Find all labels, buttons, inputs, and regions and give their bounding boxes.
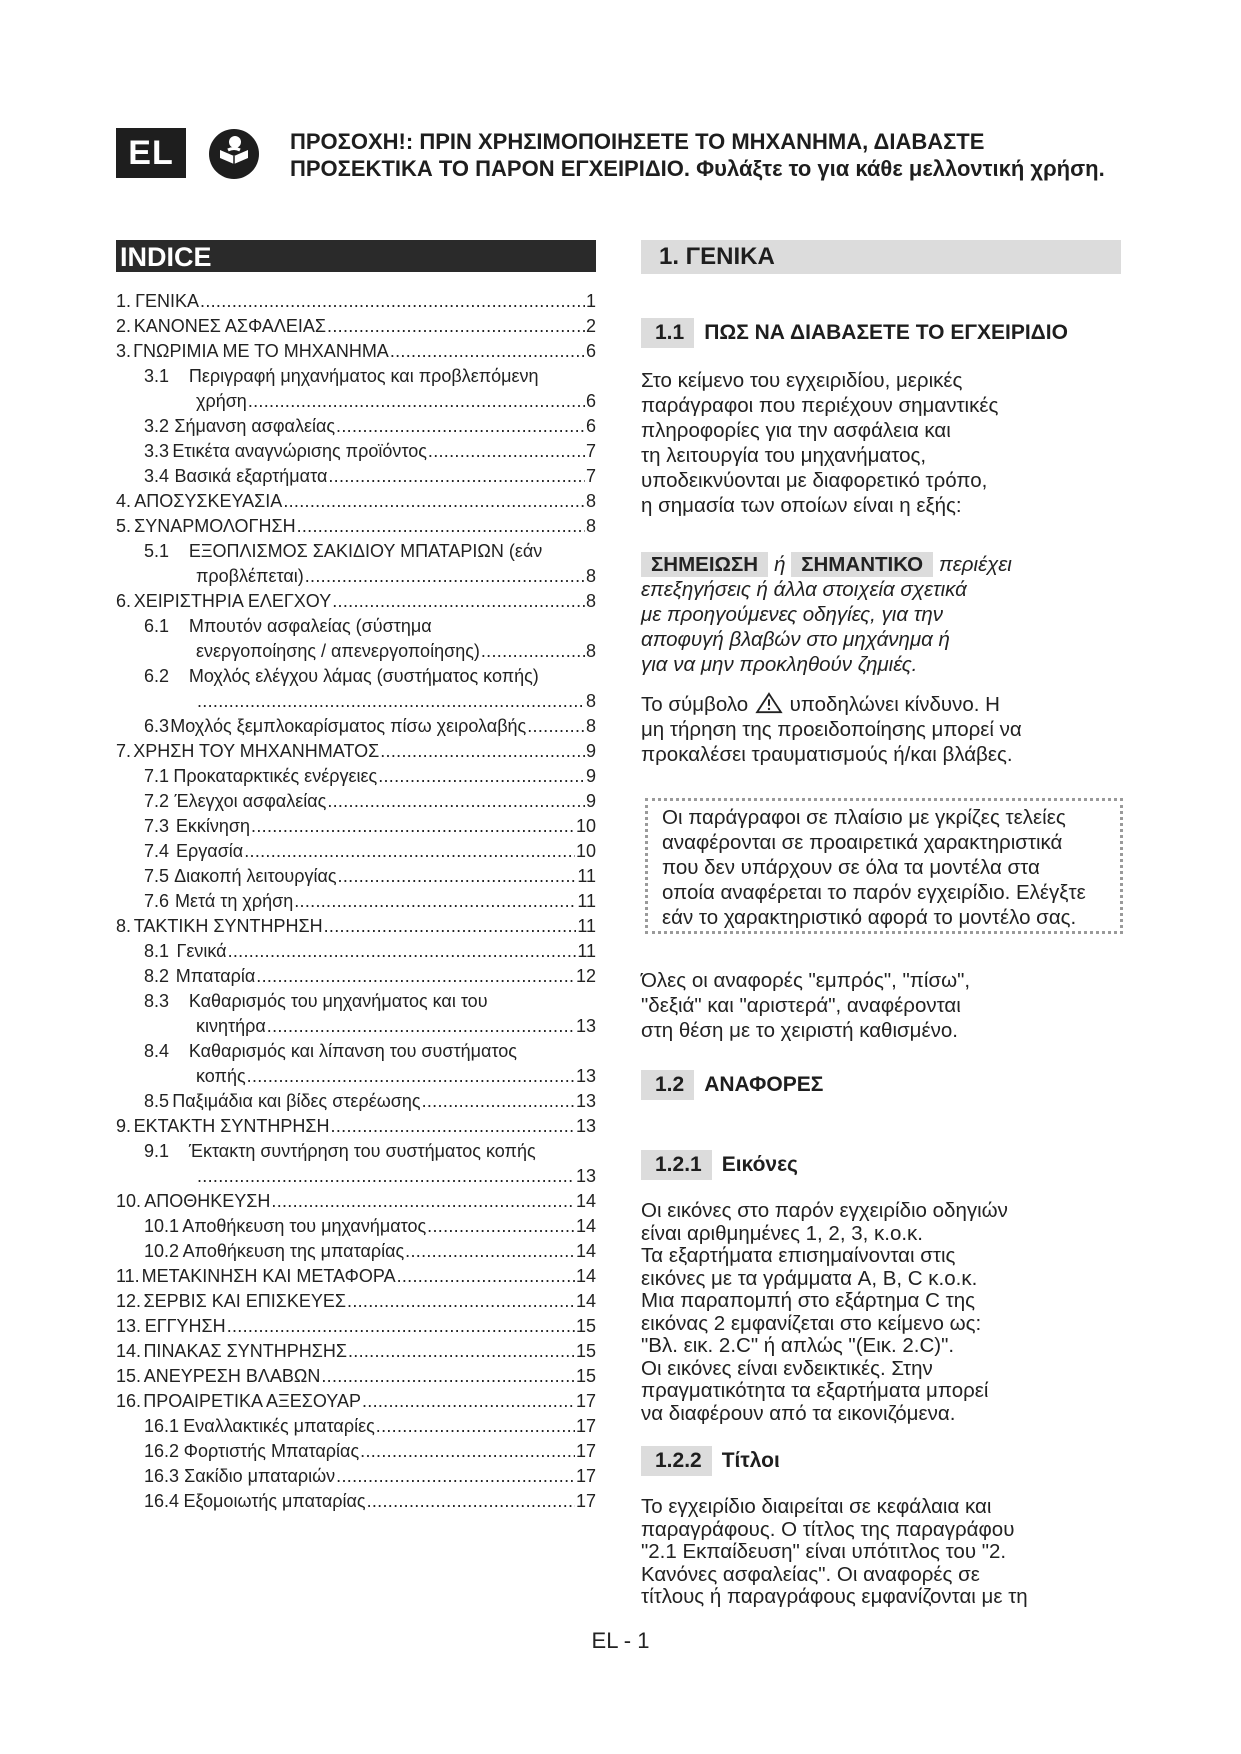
toc-entry[interactable]: [116, 1264, 596, 1289]
section-number: 1.1: [641, 318, 694, 348]
toc-entry-label: ΑΠΟΘΗΚΕΥΣΗ: [144, 1191, 271, 1211]
toc-entry-page: 11: [577, 891, 596, 911]
text-line: αποφυγή βλαβών στο μηχάνημα ή: [641, 628, 950, 651]
toc-entry-label: Μπαταρία: [175, 966, 256, 986]
toc-entry-label: Βασικά εξαρτήματα: [174, 466, 328, 486]
toc-entry-label: ΓΝΩΡΙΜΙΑ ΜΕ ΤΟ ΜΗΧΑΝΗΜΑ: [133, 341, 389, 361]
toc-entry[interactable]: [116, 864, 596, 889]
toc-dot-leader: [347, 1289, 575, 1314]
toc-entry-number: 8.: [116, 916, 132, 936]
toc-entry[interactable]: [116, 964, 596, 989]
text-line: Στο κείμενο του εγχειριδίου, μερικές: [641, 369, 963, 392]
toc-entry[interactable]: [116, 314, 596, 339]
toc-entry-page: 17: [575, 1491, 596, 1511]
toc-entry-page: 11: [577, 916, 596, 936]
or-text: ή: [774, 553, 786, 576]
section-1-title: 1. ΓΕΝΙΚΑ: [641, 240, 1121, 274]
text-line: "Βλ. εικ. 2.C" ή απλώς "(Εικ. 2.C)".: [641, 1334, 955, 1357]
toc-entry[interactable]: [116, 1414, 596, 1439]
toc-entry-page: 15: [575, 1366, 596, 1386]
toc-dot-leader: [405, 1239, 575, 1264]
section-heading-text: ΠΩΣ ΝΑ ΔΙΑΒΑΣΕΤΕ ΤΟ ΕΓΧΕΙΡΙΔΙΟ: [704, 321, 1068, 344]
toc-entry-continuation[interactable]: [116, 389, 596, 414]
toc-title: INDICE: [116, 240, 596, 272]
toc-entry-page: 13: [575, 1016, 596, 1036]
toc-entry-page: 11: [577, 866, 596, 886]
toc-entry[interactable]: [116, 1464, 596, 1489]
toc-entry-label: Παξιμάδια και βίδες στερέωσης: [172, 1091, 421, 1111]
toc-entry-label: ΑΠΟΣΥΣΚΕΥΑΣΙΑ: [134, 491, 283, 511]
toc-entry-continuation[interactable]: [116, 1164, 596, 1189]
toc-entry-number: 16.3: [144, 1466, 180, 1486]
warning-text: [290, 128, 1190, 182]
text-line: Μια παραπομπή στο εξάρτημα C της: [641, 1289, 975, 1312]
toc-entry-number: 3.1: [144, 366, 170, 386]
toc-entry-number: 12.: [116, 1291, 142, 1311]
text-line: Οι παράγραφοι σε πλαίσιο με γκρίζες τελείες: [662, 806, 1066, 829]
toc-dot-leader: [336, 1464, 575, 1489]
toc-dot-leader: [197, 1164, 575, 1189]
toc-entry[interactable]: [116, 939, 596, 964]
toc-dot-leader: [248, 389, 585, 414]
toc-entry[interactable]: [116, 1439, 596, 1464]
toc-entry-label: Καθαρισμός του μηχανήματος και του: [188, 991, 488, 1011]
toc-entry-page: 15: [575, 1341, 596, 1361]
toc-entry-label: Αποθήκευση του μηχανήματος: [182, 1216, 427, 1236]
toc-dot-leader: [427, 1214, 575, 1239]
toc-entry-label: κοπής: [196, 1066, 246, 1086]
toc-entry-page: 8: [585, 491, 596, 511]
text-line: οποία αναφέρεται το παρόν εγχειρίδιο. Ελέγξτε: [662, 881, 1086, 904]
text-line: τη λειτουργία του μηχανήματος,: [641, 444, 927, 467]
toc-entry-number: 11.: [116, 1266, 140, 1286]
toc-entry-label: Μοχλός ξεμπλοκαρίσματος πίσω χειρολαβής: [170, 716, 527, 736]
text-line: [641, 692, 1121, 717]
toc-dot-leader: [305, 564, 585, 589]
toc-entry-number: 16.4: [144, 1491, 180, 1511]
toc-entry-label: Περιγραφή μηχανήματος και προβλεπόμενη: [188, 366, 539, 386]
toc-entry[interactable]: [116, 764, 596, 789]
toc-dot-leader: [390, 339, 585, 364]
toc-entry-label: Εργασία: [176, 841, 244, 861]
text-line: η σημασία των οποίων είναι η εξής:: [641, 494, 962, 517]
toc-entry-page: 15: [575, 1316, 596, 1336]
toc-entry[interactable]: [116, 1114, 596, 1139]
toc-dot-leader: [481, 639, 585, 664]
toc-entry-page: 17: [575, 1441, 596, 1461]
toc-dot-leader: [267, 1014, 575, 1039]
read-manual-icon: [208, 128, 260, 180]
toc-entry-page: 6: [585, 341, 596, 361]
toc-entry-label: ΕΓΓΥΗΣΗ: [144, 1316, 226, 1336]
toc-entry-continuation[interactable]: [116, 639, 596, 664]
toc-dot-leader: [321, 1364, 575, 1389]
section-heading-text: Εικόνες: [721, 1153, 798, 1176]
toc-entry-number: 7.: [116, 741, 132, 761]
toc-entry[interactable]: [116, 989, 596, 1014]
text-line: αναφέρονται σε προαιρετικά χαρακτηριστικά: [662, 831, 1063, 854]
section-1-2-1-heading: [641, 1150, 798, 1180]
section-heading-text: ΑΝΑΦΟΡΕΣ: [704, 1073, 824, 1096]
toc-dot-leader: [332, 589, 585, 614]
toc-entry-page: 8: [585, 591, 596, 611]
toc-entry-page: 12: [575, 966, 596, 986]
toc-entry-page: 14: [575, 1266, 596, 1286]
toc-dot-leader: [378, 764, 585, 789]
toc-entry-number: 6.2: [144, 666, 170, 686]
toc-entry-number: 3.2: [144, 416, 170, 436]
warning-line-1: ΠΡΟΣΟΧΗ!: ΠΡΙΝ ΧΡΗΣΙΜΟΠΟΙΗΣΕΤΕ ΤΟ ΜΗΧΑΝΗΜΑ, ΔΙΑΒΑΣΤΕ: [290, 129, 985, 154]
section-number: 1.2.2: [641, 1446, 712, 1476]
toc-entry-page: 14: [575, 1291, 596, 1311]
toc-entry-label: ΜΕΤΑΚΙΝΗΣΗ ΚΑΙ ΜΕΤΑΦΟΡΑ: [141, 1266, 396, 1286]
toc-entry[interactable]: [116, 1339, 596, 1364]
toc-entry-label: ΑΝΕΥΡΕΣΗ ΒΛΑΒΩΝ: [143, 1366, 321, 1386]
toc-entry-label: ΕΚΤΑΚΤΗ ΣΥΝΤΗΡΗΣΗ: [133, 1116, 330, 1136]
text-line: είναι αριθμημένες 1, 2, 3, κ.ο.κ.: [641, 1221, 924, 1245]
toc-entry[interactable]: [116, 1214, 596, 1239]
toc-entry-page: 2: [585, 316, 596, 336]
toc-entry-label: ΕΞΟΠΛΙΣΜΟΣ ΣΑΚΙΔΙΟΥ ΜΠΑΤΑΡΙΩΝ (εάν: [188, 541, 543, 561]
note-paragraph: [641, 552, 1121, 677]
toc-dot-leader: [360, 1439, 575, 1464]
toc-dot-leader: [197, 689, 585, 714]
text-line: στη θέση με το χειριστή καθισμένο.: [641, 1019, 958, 1042]
toc-dot-leader: [367, 1489, 575, 1514]
toc-entry[interactable]: [116, 514, 596, 539]
text-line: πληροφορίες για την ασφάλεια και: [641, 419, 951, 442]
toc-dot-leader: [251, 814, 575, 839]
text-line: Οι εικόνες στο παρόν εγχειρίδιο οδηγιών: [641, 1199, 1008, 1222]
toc-entry-label: Εκκίνηση: [175, 816, 251, 836]
toc-entry-label: χρήση: [196, 391, 247, 411]
toc-entry-label: Σήμανση ασφαλείας: [174, 416, 336, 436]
toc-entry[interactable]: [116, 1189, 596, 1214]
text-line: Όλες οι αναφορές "εμπρός", "πίσω",: [641, 969, 971, 992]
toc-entry-label: Εναλλακτικές μπαταρίες: [183, 1416, 375, 1436]
toc-entry-page: 17: [575, 1391, 596, 1411]
text-line: Κανόνες ασφαλείας". Οι αναφορές σε: [641, 1562, 980, 1586]
toc-entry-page: 9: [585, 766, 596, 786]
intro-paragraph: [641, 368, 1121, 518]
toc-entry-label: ΧΡΗΣΗ ΤΟΥ ΜΗΧΑΝΗΜΑΤΟΣ: [133, 741, 380, 761]
toc-dot-leader: [380, 739, 585, 764]
toc-entry-number: 8.2: [144, 966, 170, 986]
toc-entry-label: ΣΕΡΒΙΣ ΚΑΙ ΕΠΙΣΚΕΥΕΣ: [143, 1291, 347, 1311]
toc-dot-leader: [397, 1264, 575, 1289]
toc-entry-page: 8: [585, 691, 596, 711]
section-number: 1.2.1: [641, 1150, 712, 1180]
toc-dot-leader: [336, 414, 585, 439]
figures-paragraph: [641, 1200, 1121, 1425]
toc-entry-label: Καθαρισμός και λίπανση του συστήματος: [188, 1041, 517, 1061]
toc-entry[interactable]: [116, 889, 596, 914]
toc-entry-number: 13.: [116, 1316, 142, 1336]
text-line: "2.1 Εκπαίδευση" είναι υπότιτλος του "2.: [641, 1540, 1007, 1563]
toc-entry-label: Γενικά: [176, 941, 227, 961]
text-line: Τα εξαρτήματα επισημαίνονται στις: [641, 1244, 956, 1267]
toc-entry[interactable]: [116, 364, 596, 389]
toc-entry[interactable]: [116, 614, 596, 639]
toc-entry-number: 15.: [116, 1366, 142, 1386]
toc-entry-number: 8.3: [144, 991, 170, 1011]
toc-entry[interactable]: [116, 1364, 596, 1389]
toc-entry-continuation[interactable]: [116, 1014, 596, 1039]
toc-entry[interactable]: [116, 664, 596, 689]
toc-entry-number: 3.4: [144, 466, 170, 486]
toc-entry-label: Μπουτόν ασφαλείας (σύστημα: [188, 616, 432, 636]
toc-entry-number: 7.2: [144, 791, 170, 811]
toc-entry[interactable]: [116, 814, 596, 839]
toc-entry[interactable]: [116, 339, 596, 364]
text-line: που δεν υπάρχουν σε όλα τα μοντέλα στα: [662, 856, 1040, 879]
toc-entry-number: 3.: [116, 341, 132, 361]
toc-entry-number: 5.1: [144, 541, 170, 561]
toc-entry-label: Προκαταρκτικές ενέργειες: [173, 766, 378, 786]
toc-entry-label: ΣΥΝΑΡΜΟΛΟΓΗΣΗ: [134, 516, 296, 536]
toc-entry-label: ΧΕΙΡΙΣΤΗΡΙΑ ΕΛΕΓΧΟΥ: [133, 591, 332, 611]
toc-entry[interactable]: [116, 1489, 596, 1514]
toc-dot-leader: [244, 839, 575, 864]
toc-dot-leader: [324, 914, 577, 939]
toc-dot-leader: [428, 439, 585, 464]
toc-entry-label: Έλεγχοι ασφαλείας: [174, 791, 327, 811]
toc-dot-leader: [362, 1389, 575, 1414]
important-tag: ΣΗΜΑΝΤΙΚΟ: [791, 552, 933, 577]
toc-entry-label: ΠΙΝΑΚΑΣ ΣΥΝΤΗΡΗΣΗΣ: [143, 1341, 347, 1361]
toc-entry-number: 7.1: [144, 766, 170, 786]
toc-entry-label: κινητήρα: [196, 1016, 266, 1036]
toc-entry-page: 14: [575, 1191, 596, 1211]
toc-dot-leader: [327, 789, 585, 814]
toc-entry-page: 17: [575, 1416, 596, 1436]
toc-dot-leader: [228, 939, 577, 964]
toc-dot-leader: [327, 314, 585, 339]
section-number: 1.2: [641, 1070, 694, 1100]
toc-entry-label: ΠΡΟΑΙΡΕΤΙΚΑ ΑΞΕΣΟΥΑΡ: [143, 1391, 361, 1411]
toc-entry-label: Εξομοιωτής μπαταρίας: [183, 1491, 366, 1511]
text-line: Οι εικόνες είναι ενδεικτικές. Στην: [641, 1356, 933, 1380]
toc-entry-page: 6: [585, 391, 596, 411]
note-tag: ΣΗΜΕΙΩΣΗ: [641, 552, 768, 577]
text-line: [641, 552, 1121, 577]
toc-entry-page: 8: [585, 516, 596, 536]
toc-entry-number: 3.3: [144, 441, 170, 461]
table-of-contents: [116, 289, 596, 1514]
toc-entry-page: 10: [575, 841, 596, 861]
toc-dot-leader: [256, 964, 575, 989]
danger-triangle-icon: [754, 692, 784, 714]
toc-entry[interactable]: [116, 1039, 596, 1064]
language-badge: EL: [116, 128, 186, 178]
toc-entry-number: 7.4: [144, 841, 170, 861]
toc-dot-leader: [297, 514, 585, 539]
text-line: με προηγούμενες οδηγίες, για την: [641, 603, 944, 626]
toc-entry[interactable]: [116, 789, 596, 814]
section-1-2-heading: [641, 1070, 823, 1100]
toc-entry-page: 10: [575, 816, 596, 836]
toc-entry[interactable]: [116, 289, 596, 314]
toc-entry-number: 7.5: [144, 866, 170, 886]
text-line: παραγράφους. Ο τίτλος της παραγράφου: [641, 1517, 1015, 1541]
toc-entry[interactable]: [116, 1289, 596, 1314]
optional-feature-box: [645, 798, 1123, 934]
text-line: εικόνες με τα γράμματα A, B, C κ.ο.κ.: [641, 1266, 978, 1290]
toc-entry-page: 1: [585, 291, 596, 311]
toc-entry-page: 17: [575, 1466, 596, 1486]
toc-entry-continuation[interactable]: [116, 1064, 596, 1089]
toc-entry[interactable]: [116, 589, 596, 614]
toc-dot-leader: [376, 1414, 575, 1439]
toc-entry-number: 4.: [116, 491, 132, 511]
toc-entry-page: 6: [585, 416, 596, 436]
text-line: πραγματικότητα τα εξαρτήματα μπορεί: [641, 1379, 989, 1402]
toc-entry[interactable]: [116, 914, 596, 939]
toc-entry-page: 13: [575, 1091, 596, 1111]
toc-entry-number: 10.: [116, 1191, 142, 1211]
toc-entry-number: 6.3: [144, 716, 170, 736]
toc-entry-label: ΤΑΚΤΙΚΗ ΣΥΝΤΗΡΗΣΗ: [133, 916, 323, 936]
direction-paragraph: [641, 968, 1121, 1043]
text-line: Το εγχειρίδιο διαιρείται σε κεφάλαια και: [641, 1495, 992, 1518]
toc-entry-number: 16.1: [144, 1416, 180, 1436]
toc-dot-leader: [422, 1089, 575, 1114]
toc-entry[interactable]: [116, 714, 596, 739]
toc-entry[interactable]: [116, 1389, 596, 1414]
text-line: προκαλέσει τραυματισμούς ή/και βλάβες.: [641, 743, 1013, 766]
toc-entry[interactable]: [116, 489, 596, 514]
warning-line-2: ΠΡΟΣΕΚΤΙΚΑ ΤΟ ΠΑΡΟΝ ΕΓΧΕΙΡΙΔΙΟ. Φυλάξτε το για κάθε μελλοντική χρήση.: [290, 156, 1105, 181]
text-line: μη τήρηση της προειδοποίησης μπορεί να: [641, 718, 1022, 741]
toc-entry-page: 13: [575, 1166, 596, 1186]
toc-entry-label: Μετά τη χρήση: [175, 891, 294, 911]
toc-entry-label: Διακοπή λειτουργίας: [174, 866, 337, 886]
toc-entry-page: 7: [585, 441, 596, 461]
toc-entry-label: ΓΕΝΙΚΑ: [135, 291, 200, 311]
toc-dot-leader: [331, 1114, 575, 1139]
toc-entry-page: 8: [585, 716, 596, 736]
toc-entry-number: 7.3: [144, 816, 170, 836]
toc-dot-leader: [271, 1189, 575, 1214]
toc-entry-number: 1.: [116, 291, 132, 311]
toc-entry[interactable]: [116, 414, 596, 439]
section-1-1-heading: [641, 318, 1068, 348]
section-1-2-2-heading: [641, 1446, 780, 1476]
toc-entry-page: 9: [585, 741, 596, 761]
toc-entry-label: Ετικέτα αναγνώρισης προϊόντος: [172, 441, 427, 461]
text-line: τίτλους ή παραγράφους εμφανίζονται με τη: [641, 1585, 1028, 1608]
toc-entry[interactable]: [116, 839, 596, 864]
toc-entry-label: Μοχλός ελέγχου λάμας (συστήματος κοπής): [188, 666, 539, 686]
section-heading-text: Τίτλοι: [721, 1449, 780, 1472]
toc-entry-number: 6.: [116, 591, 132, 611]
toc-entry[interactable]: [116, 464, 596, 489]
toc-entry[interactable]: [116, 1314, 596, 1339]
toc-dot-leader: [328, 464, 585, 489]
toc-entry[interactable]: [116, 1089, 596, 1114]
toc-entry-page: 13: [575, 1116, 596, 1136]
toc-entry-label: προβλέπεται): [196, 566, 304, 586]
toc-dot-leader: [527, 714, 585, 739]
toc-entry-page: 8: [585, 566, 596, 586]
toc-entry-label: ΚΑΝΟΝΕΣ ΑΣΦΑΛΕΙΑΣ: [133, 316, 327, 336]
toc-entry-page: 11: [577, 941, 596, 961]
toc-dot-leader: [294, 889, 576, 914]
toc-entry-number: 14.: [116, 1341, 142, 1361]
toc-entry-continuation[interactable]: [116, 564, 596, 589]
toc-entry-number: 6.1: [144, 616, 170, 636]
toc-entry-number: 10.2: [144, 1241, 180, 1261]
toc-entry-number: 2.: [116, 316, 132, 336]
toc-dot-leader: [200, 289, 585, 314]
toc-entry-label: Αποθήκευση της μπαταρίας: [182, 1241, 405, 1261]
toc-entry[interactable]: [116, 439, 596, 464]
toc-entry-page: 7: [585, 466, 596, 486]
toc-dot-leader: [283, 489, 585, 514]
toc-entry[interactable]: [116, 1139, 596, 1164]
toc-dot-leader: [247, 1064, 575, 1089]
toc-entry-number: 5.: [116, 516, 132, 536]
text-line: εικόνας 2 εμφανίζεται στο κείμενο ως:: [641, 1311, 982, 1335]
titles-paragraph: [641, 1496, 1121, 1609]
toc-dot-leader: [227, 1314, 575, 1339]
toc-entry[interactable]: [116, 739, 596, 764]
text-line: υποδεικνύονται με διαφορετικό τρόπο,: [641, 469, 988, 492]
text-line-end: περιέχει: [939, 553, 1012, 576]
toc-entry-continuation[interactable]: [116, 689, 596, 714]
toc-entry-number: 7.6: [144, 891, 170, 911]
danger-paragraph: [641, 692, 1121, 767]
toc-entry-number: 8.1: [144, 941, 170, 961]
toc-dot-leader: [338, 864, 577, 889]
text-line: εάν το χαρακτηριστικό αφορά το μοντέλο σας.: [662, 906, 1077, 929]
toc-entry-page: 14: [575, 1241, 596, 1261]
toc-entry-label: Έκτακτη συντήρηση του συστήματος κοπής: [188, 1141, 536, 1161]
toc-dot-leader: [348, 1339, 575, 1364]
text-line: επεξηγήσεις ή άλλα στοιχεία σχετικά: [641, 578, 967, 601]
toc-entry-label: Φορτιστής Μπαταρίας: [183, 1441, 360, 1461]
toc-entry-page: 14: [575, 1216, 596, 1236]
page-number: EL - 1: [591, 1628, 650, 1653]
toc-entry-number: 9.: [116, 1116, 132, 1136]
toc-entry-number: 8.4: [144, 1041, 170, 1061]
toc-entry-number: 9.1: [144, 1141, 170, 1161]
toc-entry-page: 8: [585, 641, 596, 661]
text-line: παράγραφοι που περιέχουν σημαντικές: [641, 394, 999, 417]
toc-entry-label: ενεργοποίησης / απενεργοποίησης): [196, 641, 480, 661]
toc-entry-number: 16.2: [144, 1441, 180, 1461]
toc-entry-number: 10.1: [144, 1216, 180, 1236]
text-fragment: υποδηλώνει κίνδυνο. Η: [789, 693, 1000, 716]
text-line: "δεξιά" και "αριστερά", αναφέρονται: [641, 994, 961, 1017]
text-fragment: Το σύμβολο: [641, 693, 749, 716]
toc-entry-label: Σακίδιο μπαταριών: [184, 1466, 336, 1486]
text-line: για να μην προκληθούν ζημιές.: [641, 653, 918, 676]
toc-entry[interactable]: [116, 539, 596, 564]
toc-entry[interactable]: [116, 1239, 596, 1264]
toc-entry-page: 9: [585, 791, 596, 811]
toc-entry-page: 13: [575, 1066, 596, 1086]
text-line: να διαφέρουν από τα εικονιζόμενα.: [641, 1401, 956, 1425]
toc-entry-number: 8.5: [144, 1091, 170, 1111]
toc-entry-number: 16.: [116, 1391, 142, 1411]
